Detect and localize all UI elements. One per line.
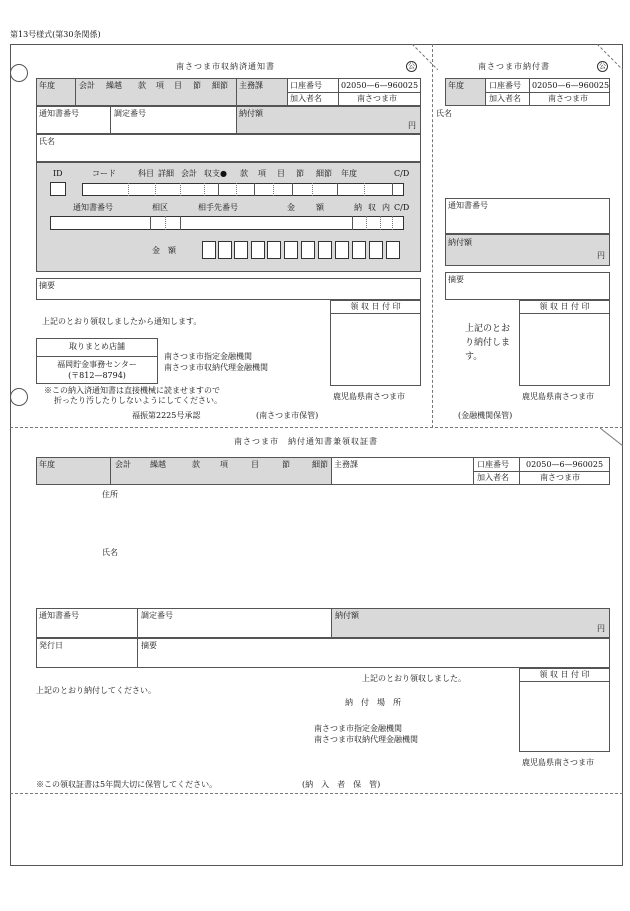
section3-title: 南さつま市 納付通知書兼領収証書: [234, 437, 378, 446]
s3-shimei: 氏名: [102, 548, 118, 557]
s1-num-kin: 金: [287, 203, 295, 212]
amount-digit-9: [335, 241, 349, 259]
s2-kanyusha-label: 加入者名: [489, 94, 521, 103]
s1-caution1: ※この納入済通知書は直接機械に読ませますので: [44, 386, 220, 395]
s1-code-code: コード: [92, 169, 116, 178]
s1-code-saisetsu: 細節: [316, 169, 332, 178]
s2-koza-label: 口座番号: [489, 81, 521, 90]
s3-ryoshu-notice: 上記のとおり領収しました。: [362, 674, 466, 683]
s1-code-kaikei: 会計: [181, 169, 197, 178]
s1-code-setsu: 節: [296, 169, 304, 178]
s3-kou: 項: [220, 460, 228, 469]
s1-num-nai: 内: [382, 203, 390, 212]
perforation-vertical: [432, 44, 433, 428]
s1-code-kan: 款: [240, 169, 248, 178]
s1-code-kamoku: 科目: [138, 169, 154, 178]
s1-kou: 項: [156, 81, 164, 90]
s1-tsuchisho-bango: 通知書番号: [39, 109, 79, 118]
s3-hakkobi-row: [36, 638, 610, 668]
s3-jusho: 住所: [102, 490, 118, 499]
s3-koza-label: 口座番号: [477, 460, 509, 469]
s3-kanyusha-value: 南さつま市: [540, 473, 580, 482]
amount-digit-4: [251, 241, 265, 259]
s3-keep-notice: ※この領収証書は5年間大切に保管してください。: [36, 780, 218, 789]
form-number: 第13号様式(第30条関係): [10, 30, 101, 39]
s3-nofugaku: 納付額: [335, 611, 359, 620]
public-mark-icon-2: 公: [599, 62, 606, 70]
s1-code-kou: 項: [258, 169, 266, 178]
s1-code-shushi: 収支●: [204, 169, 227, 178]
s1-code-nendo: 年度: [341, 169, 357, 178]
amount-digit-1: [202, 241, 216, 259]
s1-ryoshu-stamp: 領 収 日 付 印: [350, 302, 401, 311]
s2-notice-2: り納付しま: [465, 338, 511, 348]
s1-num-aite: 相手先番号: [198, 203, 238, 212]
s1-torimatome: 取りまとめ店舗: [69, 342, 125, 351]
s1-yen: 円: [408, 121, 416, 130]
s2-koza-value: 02050—6—960025: [532, 81, 610, 90]
amount-digit-7: [301, 241, 315, 259]
s3-tsuchisho-bango: 通知書番号: [39, 611, 79, 620]
amount-digit-10: [352, 241, 366, 259]
s1-code-shosai: 詳細: [158, 169, 174, 178]
s1-inst1: 南さつま市指定金融機関: [164, 352, 252, 361]
s1-num-soku: 相区: [152, 203, 168, 212]
s2-prefecture: 鹿児島県南さつま市: [522, 392, 594, 401]
perforation-horizontal-1: [10, 427, 623, 428]
s1-kingaku: 金 額: [152, 246, 176, 255]
s1-tekiyo: 摘要: [39, 281, 55, 290]
amount-digit-2: [218, 241, 232, 259]
s1-notice: 上記のとおり領収しましたから通知します。: [42, 317, 202, 326]
s1-branch2: (〒812—8794): [68, 371, 126, 380]
s2-ryoshu-stamp: 領 収 日 付 印: [539, 302, 590, 311]
s3-chotei-bango: 調定番号: [141, 611, 173, 620]
s1-code-box: [82, 183, 404, 196]
s1-saisetsu: 細節: [212, 81, 228, 90]
s1-approval: 福振第2225号承認: [132, 411, 201, 420]
s2-shimei: 氏名: [436, 109, 452, 118]
s3-kurikoshi: 繰越: [150, 460, 166, 469]
s2-tekiyo: 摘要: [448, 275, 464, 284]
s1-koza-label: 口座番号: [290, 81, 322, 90]
s1-nendo: 年度: [39, 81, 55, 90]
s2-hokan: (金融機関保管): [458, 411, 513, 420]
s3-kanyusha-label: 加入者名: [477, 473, 509, 482]
s1-number-box: [50, 216, 404, 230]
s1-kanyusha-value: 南さつま市: [357, 94, 397, 103]
s2-tsuchisho-bango: 通知書番号: [448, 201, 488, 210]
s1-inst2: 南さつま市収納代理金融機関: [164, 363, 268, 372]
s3-yen: 円: [597, 624, 605, 633]
s1-kanyusha-label: 加入者名: [290, 94, 322, 103]
s1-code-cd: C/D: [394, 169, 410, 178]
s3-hakkobi: 発行日: [39, 641, 63, 650]
s3-saisetsu: 細節: [312, 460, 328, 469]
s2-notice-3: す。: [465, 352, 483, 362]
s3-kaikei: 会計: [115, 460, 131, 469]
s3-shumuka: 主務課: [334, 460, 358, 469]
s3-nendo: 年度: [39, 460, 55, 469]
s3-moku: 目: [251, 460, 259, 469]
s1-code-moku: 目: [277, 169, 285, 178]
s1-hokan: (南さつま市保管): [256, 411, 319, 420]
s1-shimei: 氏名: [39, 137, 55, 146]
section2-title: 南さつま市納付書: [478, 62, 550, 71]
s3-tekiyo: 摘要: [141, 641, 157, 650]
s3-nofu-notice: 上記のとおり納付してください。: [36, 686, 156, 695]
s2-nendo: 年度: [448, 81, 464, 90]
s1-num-nou: 納: [354, 203, 362, 212]
s2-yen: 円: [597, 251, 605, 260]
amount-digit-6: [284, 241, 298, 259]
s2-kanyusha-value: 南さつま市: [548, 94, 588, 103]
s1-branch1: 福岡貯金事務センター: [57, 360, 137, 369]
punch-hole-bottom: [10, 388, 28, 406]
s3-koza-value: 02050—6—960025: [526, 460, 604, 469]
s1-nofugaku: 納付額: [239, 109, 263, 118]
section1-title: 南さつま市収納済通知書: [176, 62, 275, 71]
perforation-horizontal-2: [10, 793, 623, 794]
amount-digit-11: [369, 241, 383, 259]
public-mark-icon: 公: [408, 62, 415, 70]
s1-chotei-bango: 調定番号: [114, 109, 146, 118]
s3-inst2: 南さつま市収納代理金融機関: [314, 735, 418, 744]
s1-kan: 款: [138, 81, 146, 90]
s2-tekiyo-box: [445, 272, 610, 300]
s1-kaikei: 会計: [79, 81, 95, 90]
corner-cut-line-mid: [600, 428, 623, 446]
s1-num-shu: 収: [368, 203, 376, 212]
s1-kurikoshi: 繰越: [106, 81, 122, 90]
s1-koza-value: 02050—6—960025: [341, 81, 419, 90]
s3-kan: 款: [192, 460, 200, 469]
amount-digit-8: [318, 241, 332, 259]
amount-digit-12: [386, 241, 400, 259]
s3-hokan: (納 入 者 保 管): [302, 780, 381, 789]
s3-setsu: 節: [282, 460, 290, 469]
s1-shumuka: 主務課: [239, 81, 263, 90]
s3-prefecture: 鹿児島県南さつま市: [522, 758, 594, 767]
s2-notice-1: 上記のとお: [465, 324, 511, 334]
s1-prefecture: 鹿児島県南さつま市: [333, 392, 405, 401]
s1-code-id: ID: [53, 169, 63, 178]
s1-moku: 目: [174, 81, 182, 90]
s1-setsu: 節: [193, 81, 201, 90]
s1-id-box: [50, 182, 66, 196]
s3-inst1: 南さつま市指定金融機関: [314, 724, 402, 733]
s1-num-tsuchisho: 通知書番号: [73, 203, 113, 212]
s2-nofugaku: 納付額: [448, 238, 472, 247]
s1-num-cd: C/D: [394, 203, 410, 212]
s3-ryoshu-stamp: 領 収 日 付 印: [539, 670, 590, 679]
s1-num-gaku: 額: [316, 203, 324, 212]
s1-shimei-row: [36, 134, 421, 162]
s1-tekiyo-row: [36, 278, 421, 300]
s1-caution2: 折ったり汚したりしないようにしてください。: [54, 396, 222, 405]
amount-digit-5: [267, 241, 281, 259]
amount-digit-3: [234, 241, 248, 259]
punch-hole-top: [10, 64, 28, 82]
s3-nofu-basho: 納 付 場 所: [345, 698, 401, 707]
